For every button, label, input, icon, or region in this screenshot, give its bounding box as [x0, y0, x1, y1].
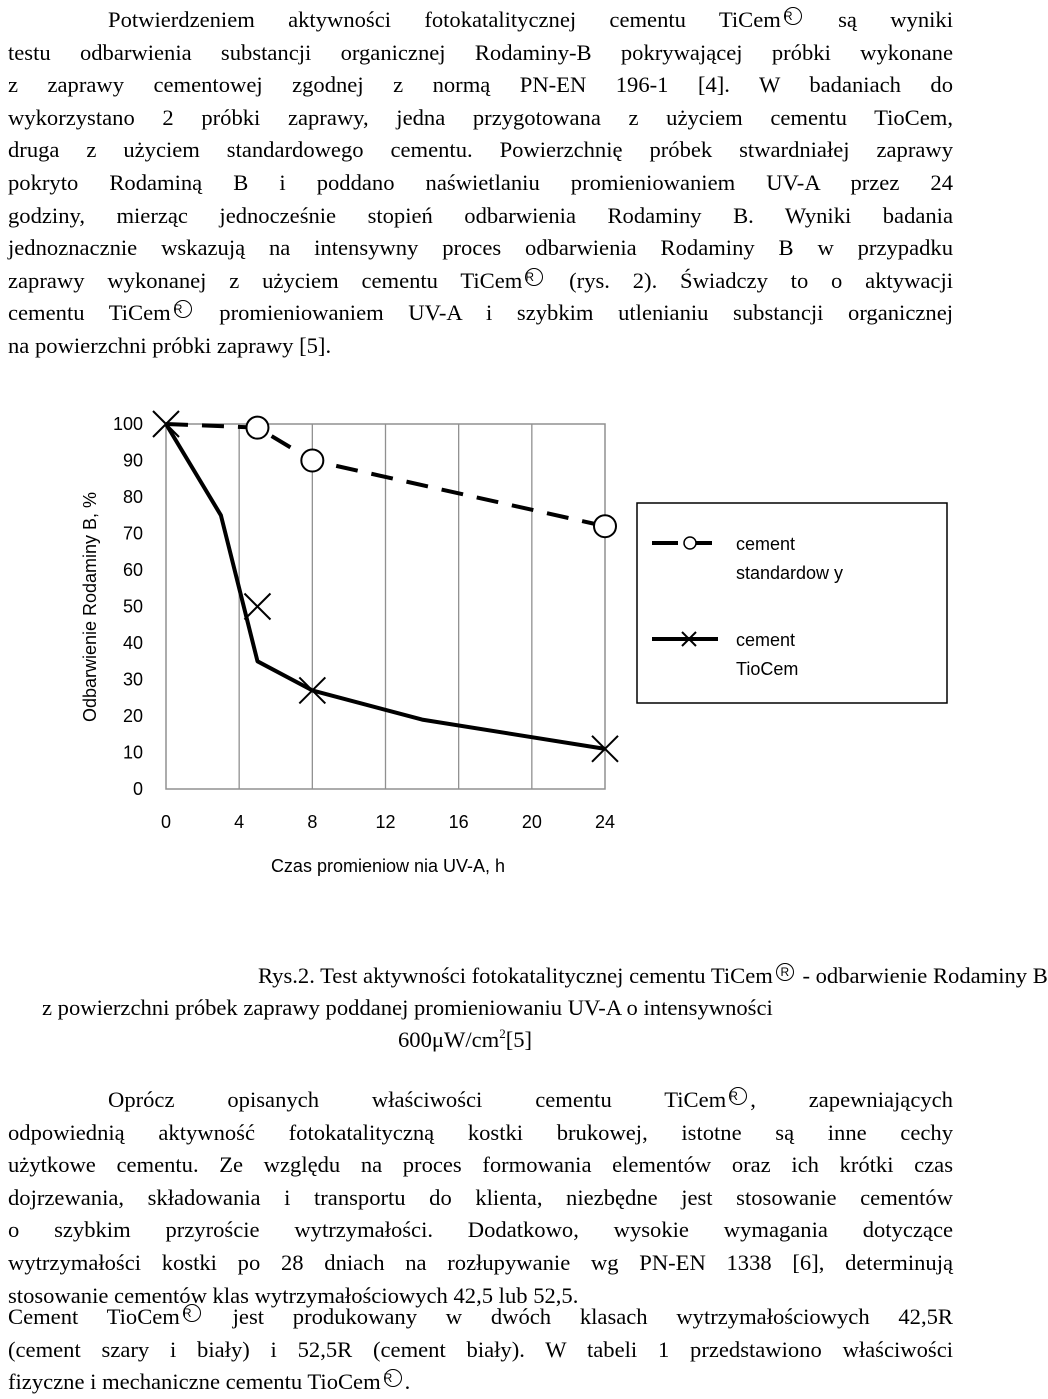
legend-circle-marker [684, 537, 696, 549]
text-segment: cementu TiCem [8, 300, 171, 326]
registered-mark-icon [726, 1087, 750, 1111]
text-segment: są wyniki [804, 7, 953, 32]
text-line [8, 69, 953, 102]
text-line [8, 102, 953, 135]
text-segment: jednoznacznie wskazują na intensywny proces odbarwienia Rodaminy B w przypadku [8, 235, 953, 261]
registered-mark-icon [381, 1369, 405, 1393]
text-line [8, 297, 953, 330]
y-tick-label: 30 [122, 669, 143, 690]
y-tick-label: 0 [132, 779, 143, 799]
registered-mark-icon [773, 963, 797, 987]
paragraph-2 [8, 1084, 953, 1312]
caption-line-3b: [5] [505, 1027, 533, 1052]
text-line [8, 265, 953, 298]
text-line [8, 1334, 953, 1367]
y-tick-label: 50 [122, 596, 143, 617]
text-line [8, 1149, 953, 1182]
text-segment: (rys. 2). Świadczy to o aktywacji [546, 267, 953, 293]
circle-marker [246, 417, 268, 439]
figure-caption [0, 960, 1048, 1056]
caption-line-3a: 600μW/cm [398, 1027, 500, 1052]
text-segment: na powierzchni próbki zaprawy [5]. [8, 332, 332, 358]
text-segment: stosowanie cementów klas wytrzymałościowych 42,5 lub 52,5. [8, 1282, 579, 1308]
text-line [8, 1366, 953, 1399]
y-tick-label: 60 [122, 560, 143, 580]
x-tick-label: 0 [160, 812, 172, 832]
text-line [8, 1214, 953, 1247]
y-axis-title: Odbarwienie Rodaminy B, % [80, 491, 100, 723]
legend-label: standardow y [736, 563, 844, 583]
y-tick-label: 10 [122, 742, 143, 763]
text-line [8, 200, 953, 233]
y-tick-label: 90 [122, 450, 143, 471]
text-line [8, 1117, 953, 1150]
x-tick-label: 20 [521, 812, 542, 832]
paragraph-1 [8, 4, 953, 363]
caption-superscript: 2 [499, 1026, 506, 1041]
text-segment: pokryto Rodaminą B i poddano naświetlaniu promieniowaniem UV-A przez 24 [8, 169, 953, 195]
text-line [8, 4, 953, 37]
text-segment: o szybkim przyroście wytrzymałości. Dodatkowo, wysokie wymagania dotyczące [8, 1217, 953, 1243]
text-segment: promieniowaniem UV-A i szybkim utlenianiu substancji organicznej [194, 300, 953, 326]
text-segment: godziny, mierząc jednocześnie stopień odbarwienia Rodaminy B. Wyniki badania [8, 202, 953, 228]
y-tick-label: 20 [122, 706, 143, 726]
text-line [8, 1247, 953, 1280]
text-segment: jest produkowany w dwóch klasach wytrzymałościowych 42,5R [203, 1304, 953, 1329]
text-line [8, 37, 953, 70]
x-axis-title: Czas promieniow nia UV-A, h [270, 856, 506, 876]
registered-mark-icon [180, 1304, 204, 1328]
text-segment: odpowiednią aktywność fotokatalityczną kostki brukowej, istotne są inne cechy [8, 1119, 953, 1145]
circle-marker [594, 515, 616, 537]
text-segment: druga z użyciem standardowego cementu. Powierzchnię próbek stwardniałej zaprawy [8, 137, 953, 163]
text-segment: zaprawy wykonanej z użyciem cementu TiCem [8, 267, 523, 293]
text-line [8, 1084, 953, 1117]
y-tick-label: 40 [122, 633, 143, 653]
x-tick-label: 12 [375, 812, 396, 832]
text-line [8, 232, 953, 265]
caption-line-1b: - odbarwienie Rodaminy B [796, 963, 1048, 988]
y-tick-label: 70 [122, 523, 143, 544]
y-tick-label: 100 [112, 414, 143, 434]
text-line [8, 134, 953, 167]
text-segment: wykorzystano 2 próbki zaprawy, jedna przygotowana z użyciem cementu TioCem, [8, 104, 953, 130]
registered-mark-icon [522, 268, 546, 292]
x-tick-label: 4 [234, 812, 245, 832]
legend-label: TioCem [736, 659, 799, 679]
paragraph-3 [8, 1301, 953, 1399]
chart [0, 400, 960, 900]
text-line [8, 330, 953, 363]
text-segment: dojrzewania, składowania i transportu do klienta, niezbędne jest stosowanie cementów [8, 1184, 953, 1210]
text-segment: wytrzymałości kostki po 28 dniach na rozłupywanie wg PN-EN 1338 [6], determinują [8, 1249, 953, 1275]
caption-line-2: z powierzchni próbek zaprawy poddanej promieniowaniu UV-A o intensywności [42, 995, 773, 1020]
text-segment: , zapewniających [750, 1087, 953, 1112]
caption-line-1a: Rys.2. Test aktywności fotokatalitycznej cementu TiCem [258, 963, 773, 988]
text-segment: Oprócz opisanych właściwości cementu TiCem [108, 1087, 727, 1112]
legend-label: cement [736, 534, 796, 554]
text-segment: Cement TioCem [8, 1304, 180, 1329]
text-segment: Potwierdzeniem aktywności fotokatalitycznej cementu TiCem [108, 7, 781, 32]
registered-mark-icon [171, 300, 195, 324]
text-segment: . [404, 1369, 411, 1395]
text-line [8, 167, 953, 200]
registered-mark-icon [781, 7, 805, 31]
text-segment: z zaprawy cementowej zgodnej z normą PN-EN 196-1 [4]. W badaniach do [8, 72, 953, 98]
text-segment: (cement szary i biały) i 52,5R (cement biały). W tabeli 1 przedstawiono właściwości [8, 1336, 953, 1362]
text-segment: fizyczne i mechaniczne cementu TioCem [8, 1369, 381, 1395]
legend-label: cement [736, 630, 796, 650]
x-tick-label: 24 [594, 812, 616, 832]
text-line [8, 1182, 953, 1215]
y-tick-label: 80 [122, 487, 143, 507]
text-segment: testu odbarwienia substancji organicznej Rodaminy-B pokrywającej próbki wykonane [8, 39, 953, 65]
circle-marker [301, 450, 323, 472]
x-tick-label: 8 [307, 812, 318, 832]
x-tick-label: 16 [448, 812, 469, 832]
text-line [8, 1301, 953, 1334]
text-segment: użytkowe cementu. Ze względu na proces formowania elementów oraz ich krótki czas [8, 1152, 953, 1178]
